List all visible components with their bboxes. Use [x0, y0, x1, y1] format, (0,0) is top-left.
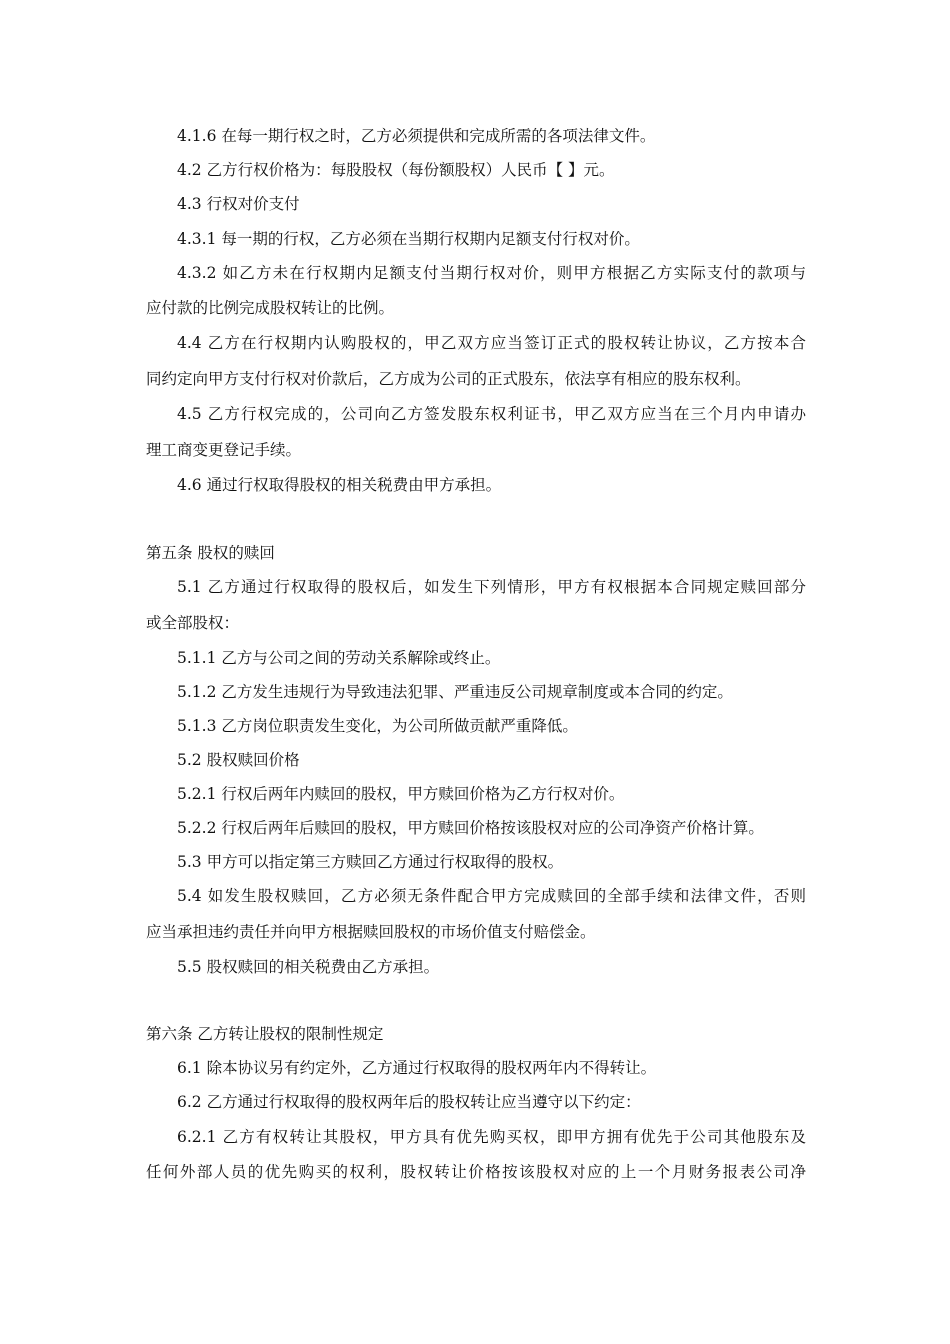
clause-5-4-line-2: 应当承担违约责任并向甲方根据赎回股权的市场价值支付赔偿金。 — [146, 923, 596, 941]
article-6-heading: 第六条 乙方转让股权的限制性规定 — [146, 1025, 384, 1043]
clause-5-3: 5.3 甲方可以指定第三方赎回乙方通过行权取得的股权。 — [177, 853, 564, 871]
clause-5-1-3: 5.1.3 乙方岗位职责发生变化，为公司所做贡献严重降低。 — [177, 717, 578, 735]
clause-4-1-6: 4.1.6 在每一期行权之时，乙方必须提供和完成所需的各项法律文件。 — [177, 127, 656, 145]
article-5-heading: 第五条 股权的赎回 — [146, 544, 275, 562]
clause-4-3: 4.3 行权对价支付 — [177, 195, 300, 213]
clause-5-5: 5.5 股权赎回的相关税费由乙方承担。 — [177, 958, 440, 976]
clause-4-6: 4.6 通过行权取得股权的相关税费由甲方承担。 — [177, 476, 502, 494]
clause-4-4-line-2: 同约定向甲方支付行权对价款后，乙方成为公司的正式股东，依法享有相应的股东权利。 — [146, 370, 751, 388]
clause-4-5-line-1: 4.5 乙方行权完成的，公司向乙方签发股东权利证书，甲乙双方应当在三个月内申请办 — [177, 405, 806, 423]
clause-6-2-1-line-2: 任何外部人员的优先购买的权利，股权转让价格按该股权对应的上一个月财务报表公司净 — [146, 1163, 806, 1181]
clause-5-1-1: 5.1.1 乙方与公司之间的劳动关系解除或终止。 — [177, 649, 501, 667]
clause-5-2: 5.2 股权赎回价格 — [177, 751, 300, 769]
clause-4-2: 4.2 乙方行权价格为：每股股权（每份额股权）人民币【 】元。 — [177, 161, 615, 179]
clause-6-1: 6.1 除本协议另有约定外，乙方通过行权取得的股权两年内不得转让。 — [177, 1059, 657, 1077]
clause-4-3-2-line-1: 4.3.2 如乙方未在行权期内足额支付当期行权对价，则甲方根据乙方实际支付的款项与 — [177, 264, 806, 282]
clause-4-5-line-2: 理工商变更登记手续。 — [146, 441, 302, 459]
clause-6-2: 6.2 乙方通过行权取得的股权两年后的股权转让应当遵守以下约定： — [177, 1093, 641, 1111]
clause-4-3-1: 4.3.1 每一期的行权，乙方必须在当期行权期内足额支付行权对价。 — [177, 230, 640, 248]
clause-5-1-line-1: 5.1 乙方通过行权取得的股权后，如发生下列情形，甲方有权根据本合同规定赎回部分 — [177, 578, 806, 596]
clause-5-4-line-1: 5.4 如发生股权赎回，乙方必须无条件配合甲方完成赎回的全部手续和法律文件，否则 — [177, 887, 806, 905]
clause-5-2-2: 5.2.2 行权后两年后赎回的股权，甲方赎回价格按该股权对应的公司净资产价格计算。 — [177, 819, 764, 837]
clause-5-1-line-2: 或全部股权： — [146, 614, 240, 632]
clause-6-2-1-line-1: 6.2.1 乙方有权转让其股权，甲方具有优先购买权，即甲方拥有优先于公司其他股东及 — [177, 1128, 806, 1146]
clause-5-1-2: 5.1.2 乙方发生违规行为导致违法犯罪、严重违反公司规章制度或本合同的约定。 — [177, 683, 733, 701]
clause-5-2-1: 5.2.1 行权后两年内赎回的股权，甲方赎回价格为乙方行权对价。 — [177, 785, 625, 803]
clause-4-3-2-line-2: 应付款的比例完成股权转让的比例。 — [146, 299, 395, 317]
clause-4-4-line-1: 4.4 乙方在行权期内认购股权的，甲乙双方应当签订正式的股权转让协议，乙方按本合 — [177, 334, 806, 352]
